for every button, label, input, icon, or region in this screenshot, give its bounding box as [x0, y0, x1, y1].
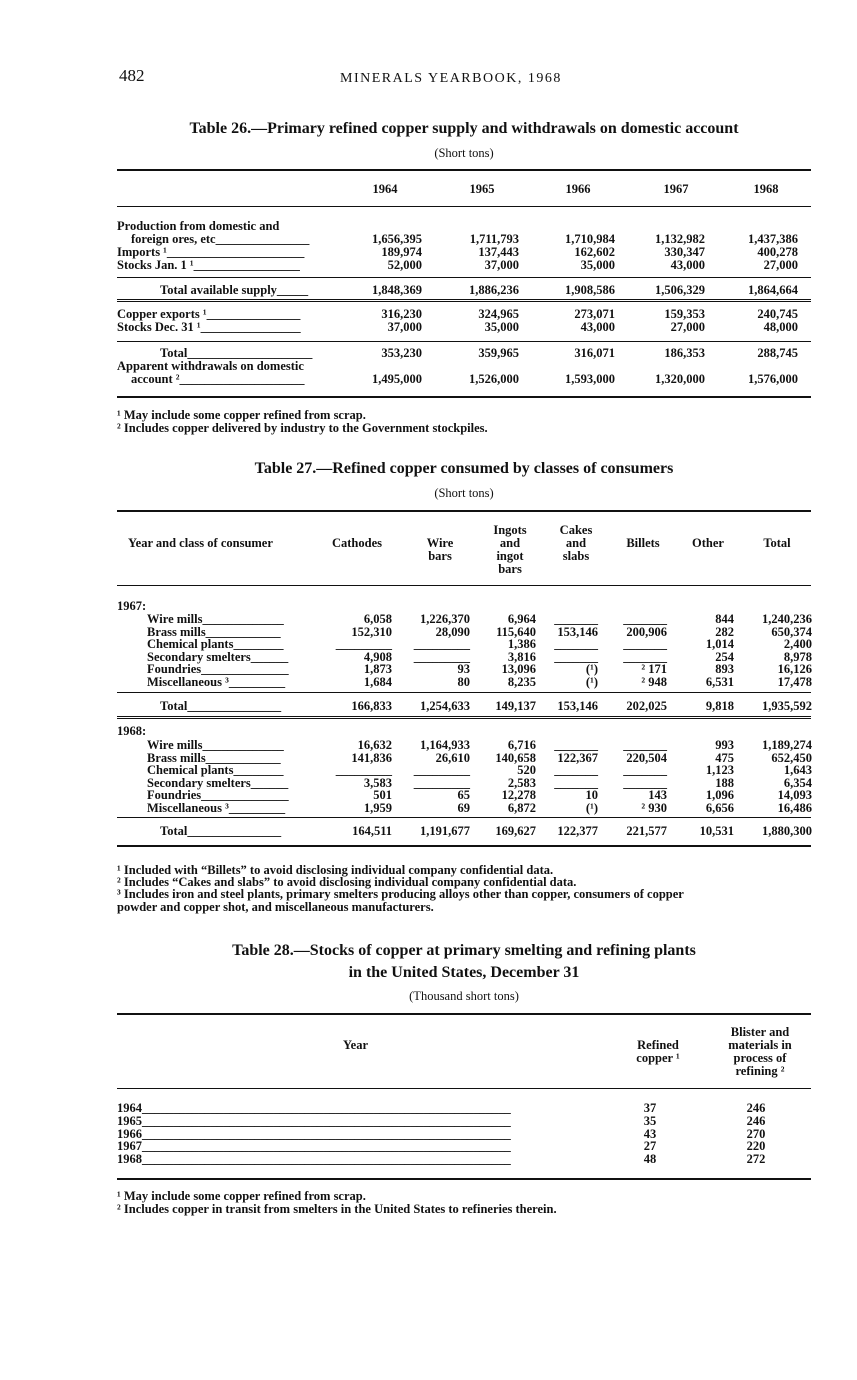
- table26-cell: 1,506,329: [655, 283, 705, 297]
- table26-cell: 240,745: [757, 307, 798, 321]
- table27-cell: 1,240,236: [762, 612, 812, 626]
- table27-cell: 1,254,633: [420, 699, 470, 713]
- table27-cell: 12,278: [501, 788, 536, 803]
- table27-cell: _________: [413, 637, 470, 652]
- table26-row-label: Total available supply_____: [160, 283, 309, 297]
- table27-rule: [117, 692, 811, 693]
- table27-cell: 6,964: [507, 612, 536, 626]
- table27-cell: 6,058: [363, 612, 392, 626]
- table28-col-header-blister: process of: [733, 1051, 787, 1065]
- table27-row-label: Chemical plants________: [147, 763, 284, 778]
- table27-footnote: powder and copper shot, and miscellaneous manufacturers.: [117, 900, 434, 914]
- table27-cell: _______: [554, 637, 598, 652]
- table26-double-rule: [117, 299, 811, 302]
- table27-cell: 122,377: [557, 824, 598, 838]
- table28-col-header-blister: refining ²: [735, 1064, 785, 1078]
- table26-col-header: 1965: [469, 182, 495, 196]
- table26-footnote: ² Includes copper delivered by industry to the Government stockpiles.: [117, 421, 488, 435]
- table27-cell: 122,367: [557, 750, 598, 765]
- table26-cell: 1,320,000: [655, 372, 705, 386]
- table27-col-header-ingots: bars: [498, 562, 522, 576]
- table26-row-label: account ²____________________: [131, 372, 305, 386]
- table27-cell: _______: [554, 612, 598, 626]
- table26-cell: 1,593,000: [565, 372, 615, 386]
- table27-cell: 1,643: [783, 763, 812, 778]
- table27-cell: ² 948: [641, 675, 667, 689]
- table27-row-label: Total_______________: [160, 824, 282, 838]
- table27-cell: 1,226,370: [420, 612, 470, 626]
- table27-col-header-cakes: slabs: [562, 549, 590, 563]
- table27-col-header-cathodes: Cathodes: [331, 536, 382, 550]
- table26-cell: 273,071: [574, 307, 615, 321]
- table26-cell: 52,000: [387, 258, 422, 272]
- table27-row-label: Wire mills_____________: [147, 738, 284, 752]
- table27-cell: _______: [623, 738, 667, 752]
- table26-col-header: 1966: [565, 182, 591, 196]
- table27-row-label: Wire mills_____________: [147, 612, 284, 626]
- table28-col-header-year: Year: [343, 1038, 368, 1052]
- table27-cell: 1,386: [507, 637, 536, 652]
- table26-cell: 35,000: [580, 258, 615, 272]
- table28-row-year: 1968___________________________________________________________: [117, 1152, 511, 1167]
- table26-cell: 137,443: [478, 245, 519, 259]
- table28-row-year: 1964___________________________________________________________: [117, 1101, 511, 1115]
- table26-cell: 37,000: [484, 258, 519, 272]
- table28-footnote: ¹ May include some copper refined from scrap.: [117, 1189, 366, 1203]
- table27-cell: 16,486: [777, 801, 812, 815]
- table27-cell: 169,627: [495, 824, 536, 838]
- table27-cell: 6,872: [507, 801, 536, 815]
- table27-row-label: Secondary smelters______: [147, 649, 289, 664]
- table27-cell: 1,684: [363, 675, 392, 689]
- table27-cell: _________: [413, 775, 470, 790]
- table27-cell: _________: [413, 763, 470, 778]
- table26-unit: (Short tons): [434, 146, 494, 160]
- table27-cell: 221,577: [626, 824, 667, 838]
- table26-cell: 288,745: [757, 346, 798, 360]
- table26-cell: 27,000: [670, 320, 705, 334]
- table26-row-label: Stocks Dec. 31 ¹________________: [117, 320, 301, 334]
- table28-cell-refined: 48: [643, 1152, 657, 1167]
- table27-cell: 1,935,592: [762, 699, 812, 713]
- table26-col-header: 1968: [753, 182, 779, 196]
- table26-row-label: Total____________________: [160, 346, 313, 360]
- table26-cell: 1,864,664: [748, 283, 798, 297]
- table28-cell-blister: 246: [746, 1113, 766, 1128]
- table26-cell: 43,000: [670, 258, 705, 272]
- table27-cell: 4,908: [363, 649, 392, 664]
- table28-cell-refined: 43: [643, 1126, 657, 1141]
- table27-cell: _______: [554, 738, 598, 752]
- table27-cell: _______: [623, 649, 667, 664]
- table27-cell: _______: [554, 775, 598, 790]
- table27-row-label: Miscellaneous ³_________: [147, 675, 286, 689]
- table27-cell: 6,531: [705, 675, 734, 689]
- table27-col-header-total: Total: [763, 536, 791, 550]
- table26-cell: 1,908,586: [565, 283, 615, 297]
- table27-col-header-other: Other: [692, 536, 724, 550]
- table27-cell: 140,658: [495, 750, 536, 765]
- table27-cell: 149,137: [495, 699, 536, 713]
- table27-cell: ² 171: [641, 662, 667, 677]
- table27-title: Table 27.—Refined copper consumed by classes of consumers: [254, 460, 674, 477]
- table28-col-header-refined: Refined: [637, 1038, 679, 1052]
- table27-cell: _______: [623, 775, 667, 790]
- table27-col-header-ingots: ingot: [496, 549, 524, 563]
- table27-cell: 200,906: [626, 624, 667, 639]
- table27-cell: 475: [715, 750, 734, 765]
- table27-cell: 143: [648, 788, 667, 803]
- running-title: MINERALS YEARBOOK, 1968: [340, 71, 562, 86]
- table27-col-header-cakes: and: [565, 536, 587, 550]
- table27-cell: 844: [715, 612, 734, 626]
- table27-cell: 115,640: [496, 624, 536, 639]
- table27-cell: (¹): [585, 675, 598, 689]
- table27-cell: 10: [585, 788, 598, 803]
- table26-cell: 35,000: [484, 320, 519, 334]
- table27-cell: 28,090: [435, 624, 470, 639]
- table27-col-header-ingots: and: [499, 536, 521, 550]
- table27-cell: 2,583: [507, 775, 536, 790]
- table27-cell: 1,164,933: [420, 738, 470, 752]
- table27-cell: 164,511: [352, 824, 392, 838]
- table26-cell: 1,848,369: [372, 283, 422, 297]
- table27-cell: 202,025: [626, 699, 667, 713]
- table27-cell: _________: [335, 637, 392, 652]
- table26-cell: 1,495,000: [372, 372, 422, 386]
- table27-cell: 26,610: [435, 750, 470, 765]
- table27-cell: 8,978: [783, 649, 812, 664]
- table27-cell: 6,354: [783, 775, 812, 790]
- table27-cell: 1,189,274: [762, 738, 812, 752]
- table26-cell: 48,000: [763, 320, 798, 334]
- table26-row-label: Stocks Jan. 1 ¹_________________: [117, 258, 300, 272]
- table27-cell: _________: [335, 763, 392, 778]
- table26-cell: 186,353: [664, 346, 705, 360]
- table27-cell: 893: [715, 662, 734, 677]
- table27-cell: 520: [517, 763, 536, 778]
- table27-cell: _______: [554, 649, 598, 664]
- table26-cell: 316,230: [381, 307, 422, 321]
- table27-cell: 9,818: [705, 699, 734, 713]
- table27-cell: 1,880,300: [762, 824, 812, 838]
- table27-cell: 13,096: [501, 662, 536, 677]
- table27-cell: 1,123: [705, 763, 734, 778]
- table26-cell: 162,602: [574, 245, 615, 259]
- table27-cell: 652,450: [771, 750, 812, 765]
- table27-cell: 8,235: [507, 675, 536, 689]
- table28-cell-refined: 35: [643, 1113, 657, 1128]
- table26-cell: 1,710,984: [565, 232, 615, 246]
- table26-cell: 1,656,395: [372, 232, 422, 246]
- table27-cell: 6,716: [507, 738, 536, 752]
- table26-cell: 1,132,982: [655, 232, 705, 246]
- table28-col-header-refined: copper ¹: [636, 1051, 680, 1065]
- table27-cell: 1,191,677: [420, 824, 470, 838]
- table28-cell-blister: 270: [746, 1126, 766, 1141]
- table27-cell: 3,583: [363, 775, 392, 790]
- table27-row-label: Brass mills____________: [147, 750, 281, 765]
- table27-cell: 17,478: [777, 675, 812, 689]
- table27-col-header-billets: Billets: [626, 536, 660, 550]
- table28-col-header-blister: Blister and: [730, 1025, 790, 1039]
- table27-cell: 3,816: [507, 649, 536, 664]
- table28-cell-blister: 246: [746, 1101, 766, 1115]
- table27-footnote: ¹ Included with “Billets” to avoid disclosing individual company confidential data.: [117, 863, 554, 877]
- table27-row-label: Foundries______________: [147, 662, 289, 677]
- table26-title: Table 26.—Primary refined copper supply and withdrawals on domestic account: [189, 120, 739, 137]
- table27-cell: 152,310: [351, 624, 392, 639]
- table28-title: in the United States, December 31: [348, 964, 580, 981]
- table27-col-header-ingots: Ingots: [493, 523, 527, 537]
- table27-cell: 220,504: [626, 750, 667, 765]
- table27-cell: _________: [413, 649, 470, 664]
- table27-year-1968: 1968:: [117, 724, 147, 738]
- table27-footnote: ² Includes “Cakes and slabs” to avoid disclosing individual company confidential data.: [117, 875, 577, 889]
- table26-cell: 316,071: [574, 346, 615, 360]
- table27-top-rule: [117, 510, 811, 512]
- table27-col-header-wire: bars: [428, 549, 452, 563]
- table28-cell-refined: 27: [643, 1139, 657, 1154]
- table27-cell: 16,632: [357, 738, 392, 752]
- table27-cell: 166,833: [351, 699, 392, 713]
- table27-cell: 650,374: [771, 624, 812, 639]
- table27-cell: 2,400: [783, 637, 812, 652]
- table26-cell: 27,000: [763, 258, 798, 272]
- table27-cell: 501: [373, 788, 392, 803]
- table26-col-header: 1967: [663, 182, 689, 196]
- table26-bottom-rule: [117, 396, 811, 398]
- table27-row-label: Total_______________: [160, 699, 282, 713]
- table26-cell: 1,437,386: [748, 232, 798, 246]
- table26-cell: 1,711,793: [469, 232, 519, 246]
- table26-cell: 1,526,000: [469, 372, 519, 386]
- table27-cell: 141,836: [351, 750, 392, 765]
- table27-cell: _______: [554, 763, 598, 778]
- table27-cell: _______: [623, 612, 667, 626]
- table27-cell: 282: [715, 624, 734, 639]
- table26-rule: [117, 277, 811, 278]
- table27-year-1967: 1967:: [117, 599, 147, 613]
- table28-row-year: 1965___________________________________________________________: [117, 1113, 511, 1128]
- table28-cell-refined: 37: [643, 1101, 657, 1115]
- table27-row-label: Brass mills____________: [147, 624, 281, 639]
- table26-cell: 1,576,000: [748, 372, 798, 386]
- table27-cell: 153,146: [557, 699, 598, 713]
- table27-rule: [117, 817, 811, 818]
- table27-cell: 254: [715, 649, 734, 664]
- table28-col-header-blister: materials in: [728, 1038, 792, 1052]
- table27-cell: 1,096: [705, 788, 734, 803]
- table26-row-label: Copper exports ¹_______________: [117, 307, 301, 321]
- table27-footnote: ³ Includes iron and steel plants, primary smelters producing alloys other than copper, consumers of copper: [117, 887, 684, 901]
- table27-cell: ² 930: [641, 801, 667, 815]
- table27-cell: 16,126: [777, 662, 812, 677]
- page-number: 482: [119, 66, 145, 85]
- table27-cell: 93: [457, 662, 470, 677]
- table26-cell: 324,965: [478, 307, 519, 321]
- table27-row-label: Miscellaneous ³_________: [147, 801, 286, 815]
- table26-row-label: foreign ores, etc_______________: [131, 232, 310, 246]
- table27-cell: 6,656: [705, 801, 734, 815]
- table26-row-label: Apparent withdrawals on domestic: [117, 359, 304, 373]
- table26-cell: 1,886,236: [469, 283, 519, 297]
- table26-cell: 330,347: [664, 245, 705, 259]
- table26-cell: 353,230: [381, 346, 422, 360]
- table28-row-year: 1967___________________________________________________________: [117, 1139, 511, 1154]
- table27-cell: 65: [457, 788, 470, 803]
- table27-cell: 1,014: [705, 637, 734, 652]
- table28-unit: (Thousand short tons): [409, 989, 519, 1003]
- table27-cell: 10,531: [699, 824, 734, 838]
- table27-cell: 1,959: [363, 801, 392, 815]
- table26-rule: [117, 341, 811, 342]
- table27-double-rule: [117, 716, 811, 719]
- table27-bottom-rule: [117, 845, 811, 847]
- table27-cell: 69: [457, 801, 470, 815]
- table26-row-label: Imports ¹______________________: [117, 245, 305, 259]
- table27-cell: 188: [715, 775, 734, 790]
- table27-unit: (Short tons): [434, 486, 494, 500]
- table27-cell: 993: [715, 738, 734, 752]
- table27-cell: 80: [457, 675, 470, 689]
- table26-header-rule: [117, 206, 811, 207]
- table27-cell: _______: [623, 637, 667, 652]
- table27-col-header-year: Year and class of consumer: [128, 536, 273, 550]
- table28-title: Table 28.—Stocks of copper at primary smelting and refining plants: [232, 942, 696, 959]
- table26-row-label: Production from domestic and: [117, 219, 280, 233]
- table26-cell: 359,965: [478, 346, 519, 360]
- table27-row-label: Chemical plants________: [147, 637, 284, 652]
- table26-cell: 159,353: [664, 307, 705, 321]
- table27-cell: (¹): [585, 662, 598, 677]
- table26-cell: 189,974: [381, 245, 422, 259]
- table27-cell: 153,146: [557, 624, 598, 639]
- table27-row-label: Foundries______________: [147, 788, 289, 803]
- table27-header-rule: [117, 585, 811, 586]
- table27-cell: _______: [623, 763, 667, 778]
- table27-row-label: Secondary smelters______: [147, 775, 289, 790]
- table28-cell-blister: 272: [746, 1152, 766, 1167]
- table26-footnote: ¹ May include some copper refined from scrap.: [117, 408, 366, 422]
- table26-cell: 400,278: [757, 245, 798, 259]
- table28-row-year: 1966___________________________________________________________: [117, 1126, 511, 1141]
- table28-cell-blister: 220: [746, 1139, 766, 1154]
- table26-top-rule: [117, 169, 811, 171]
- table26-col-header: 1964: [372, 182, 398, 196]
- table28-footnote: ² Includes copper in transit from smelters in the United States to refineries therein.: [117, 1202, 557, 1216]
- table26-cell: 43,000: [580, 320, 615, 334]
- table27-cell: (¹): [585, 801, 598, 815]
- table27-col-header-wire: Wire: [426, 536, 454, 550]
- table26-cell: 37,000: [387, 320, 422, 334]
- table27-col-header-cakes: Cakes: [559, 523, 593, 537]
- table28-header-rule: [117, 1088, 811, 1089]
- table28-top-rule: [117, 1013, 811, 1015]
- table27-cell: 1,873: [363, 662, 392, 677]
- table28-bottom-rule: [117, 1178, 811, 1180]
- table27-cell: 14,093: [777, 788, 812, 803]
